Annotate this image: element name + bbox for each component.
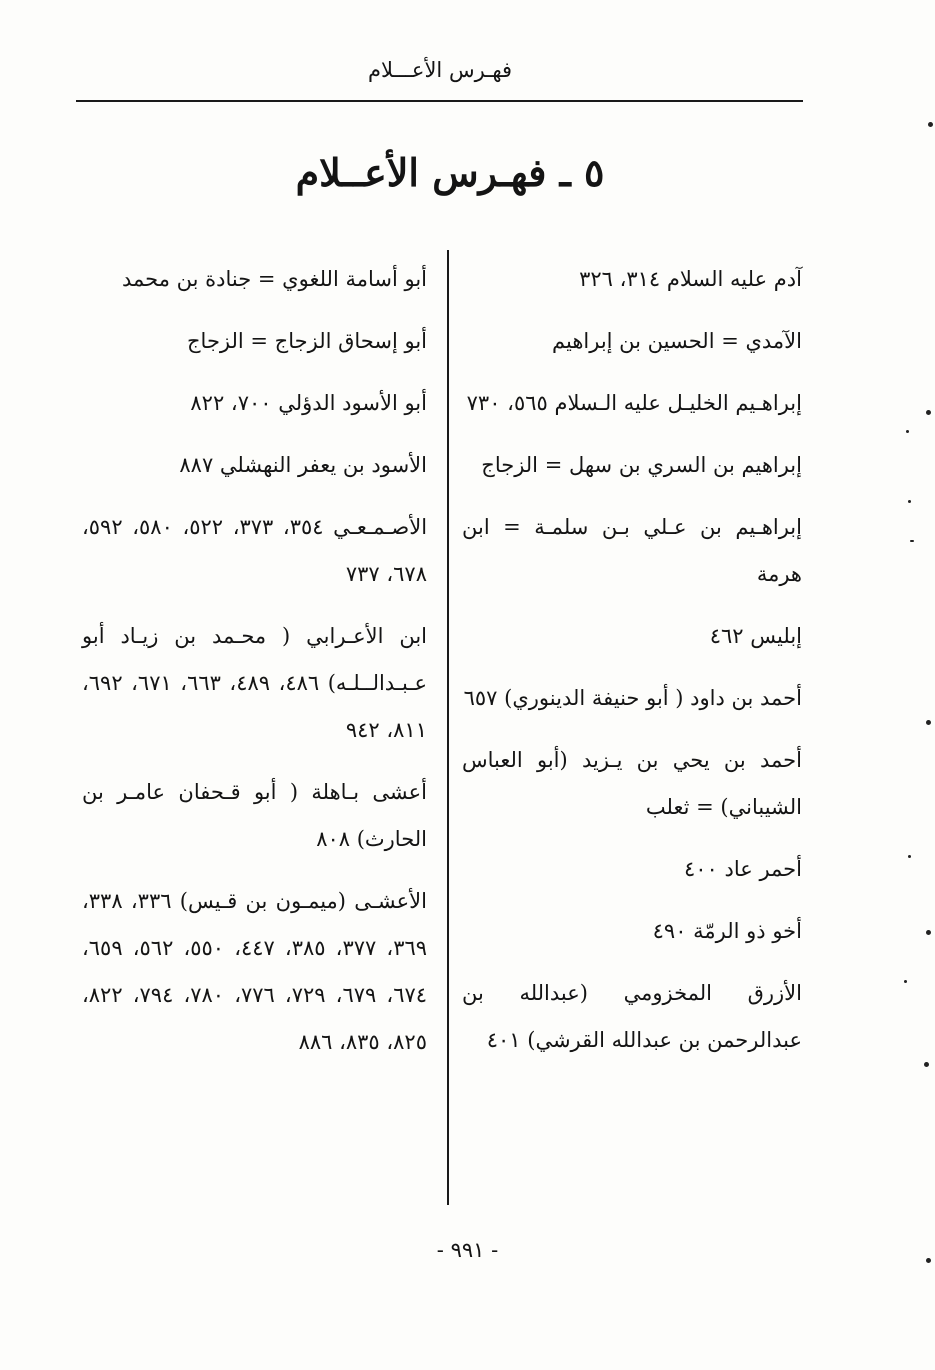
scan-speck (904, 980, 907, 983)
index-entry: إبراهيم بن السري بن سهل = الزجاج (481, 453, 802, 477)
header-rule (76, 100, 803, 102)
index-column-left (82, 256, 427, 1081)
index-entry: ابن الأعـرابي ( محـمد بن زيـاد أبو عـبـدالــلـه) ٤٨٦، ٤٨٩، ٦٦٣، ٦٧١، ٦٩٢، ٨١١، ٩٤٢ (82, 624, 427, 742)
column-divider (447, 250, 449, 1205)
scan-speck (908, 500, 911, 503)
index-entry: الآمدي = الحسين بن إبراهيم (552, 329, 802, 353)
index-entry: أبو إسحاق الزجاج = الزجاج (186, 329, 427, 353)
index-entry: إبراهـيم الخليـل عليه الـسلام ٥٦٥، ٧٣٠ (466, 391, 802, 415)
index-entry: الأسود بن يعفر النهشلي ٨٨٧ (179, 453, 427, 477)
index-entry: أعشى بـاهلة ( أبو قـحفان عامـر بن الحارث) ٨٠٨ (82, 780, 427, 851)
scan-speck (926, 720, 931, 725)
index-entry: الأعشـى (ميمـون بن قـيس) ٣٣٦، ٣٣٨، ٣٦٩، ٣٧٧، ٣٨٥، ٤٤٧، ٥٥٠، ٥٦٢، ٦٥٩، ٦٧٤، ٦٧٩، ٧٢٩، ٧٧٦، ٧٨٠، ٧٩٤، ٨٢٢، ٨٢٥، ٨٣٥، ٨٨٦ (82, 889, 428, 1054)
scan-speck (924, 1062, 929, 1067)
index-entry: أبو أسامة اللغوي = جنادة بن محمد (122, 267, 427, 291)
scan-speck (906, 430, 909, 433)
index-entry: إبليس ٤٦٢ (709, 624, 802, 648)
scan-speck (908, 855, 911, 858)
index-entry: آدم عليه السلام ٣١٤، ٣٢٦ (579, 267, 802, 291)
index-entry: أخو ذو الرمّة ٤٩٠ (652, 919, 802, 943)
scan-speck (928, 122, 933, 127)
page-number: - ٩٩١ - (436, 1238, 499, 1262)
scan-speck (926, 930, 931, 935)
scan-speck (926, 410, 931, 415)
running-header: فهـرس الأعـــلام (367, 58, 513, 82)
index-entry: أبو الأسود الدؤلي ٧٠٠، ٨٢٢ (190, 391, 427, 415)
index-entry: الأزرق المخزومي (عبدالله بن عبدالرحمن بن عبدالله القرشي) ٤٠١ (462, 981, 802, 1052)
index-column-right (462, 256, 802, 1079)
scan-speck (910, 540, 914, 542)
index-entry: أحمد بن يحي بن يـزيد (أبو العباس الشيباني) = ثعلب (462, 748, 802, 819)
page-title: ٥ ـ فهـرس الأعــلام (295, 150, 605, 195)
index-entry: الأصـمـعـي ٣٥٤، ٣٧٣، ٥٢٢، ٥٨٠، ٥٩٢، ٦٧٨، ٧٣٧ (82, 515, 428, 586)
scan-speck (926, 1258, 931, 1263)
index-entry: أحمر عاد ٤٠٠ (683, 857, 802, 881)
index-entry: أحمد بن داود ( أبو حنيفة الدينوري) ٦٥٧ (463, 686, 802, 710)
index-entry: إبراهـيم بن عـلي بـن سلمـة = ابن هرمة (462, 515, 802, 586)
